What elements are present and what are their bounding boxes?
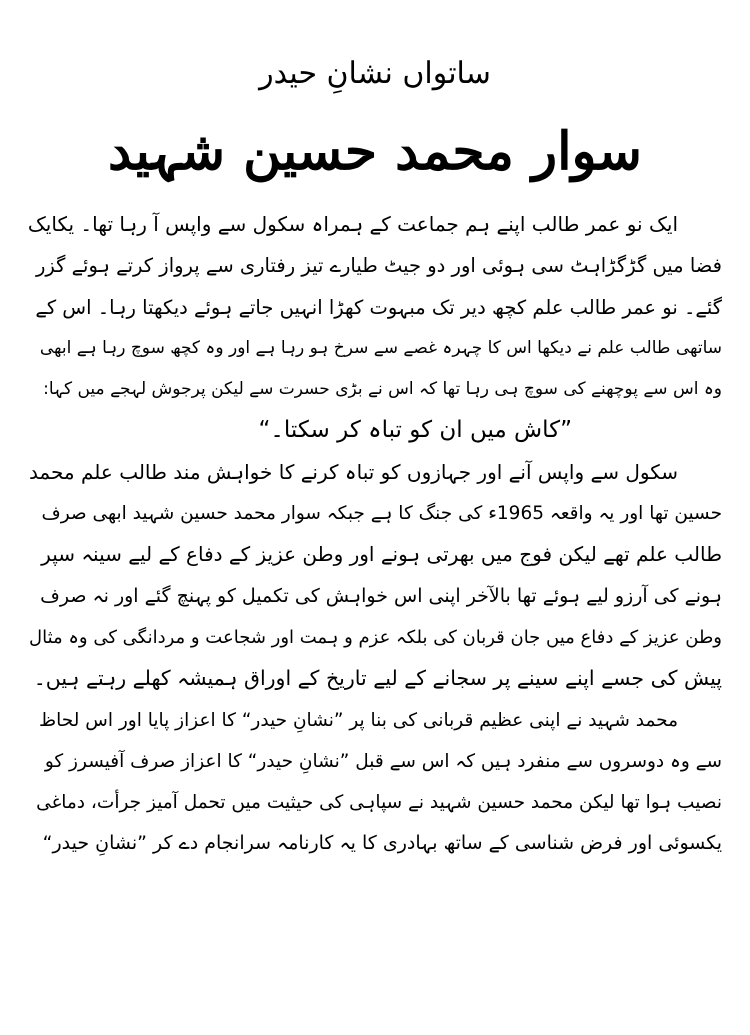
text-line: ساتھی طالب علم نے دیکھا اس کا چہرہ غصے سے سرخ ہو رہا ہے اور وہ کچھ سوچ رہا ہے ابھی bbox=[39, 337, 722, 358]
text-line: ہونے کی آرزو لیے ہوئے تھا بالآخر اپنی اس خواہش کی تکمیل کو پہنچ گئے اور نہ صرف bbox=[40, 584, 722, 607]
document-subtitle: ساتواں نشانِ حیدر bbox=[259, 56, 491, 91]
quote-line: ”کاش میں ان کو تباہ کر سکتا۔“ bbox=[258, 417, 572, 444]
text-line: نصیب ہوا تھا لیکن محمد حسین شہید نے سپاہی کی حیثیت میں تحمل آمیز جرأت، دماغی bbox=[36, 792, 722, 814]
text-line: حسین تھا اور یہ واقعہ 1965ء کی جنگ کا ہے جبکہ سوار محمد حسین شہید ابھی صرف bbox=[41, 503, 722, 525]
text-line: پیش کی جسے اپنے سینے پر سجانے کے لیے تاریخ کے اوراق ہمیشہ کھلے رہتے ہیں۔ bbox=[33, 666, 722, 691]
body-text bbox=[28, 204, 722, 865]
document-title: سوار محمد حسین شہید bbox=[108, 121, 642, 182]
text-line: ایک نو عمر طالب اپنے ہم جماعت کے ہمراہ سکول سے واپس آ رہا تھا۔ یکایک bbox=[28, 212, 678, 236]
text-line: سے وہ دوسروں سے منفرد ہیں کہ اس سے قبل ”نشانِ حیدر“ کا اعزاز صرف آفیسرز کو bbox=[44, 750, 722, 772]
text-line: وہ اس سے پوچھنے کی سوچ ہی رہا تھا کہ اس نے بڑی حسرت سے لیکن پرجوش لہجے میں کہا: bbox=[43, 379, 722, 400]
text-line: سکول سے واپس آنے اور جہازوں کو تباہ کرنے کا خواہش مند طالب علم محمد bbox=[28, 459, 678, 484]
text-line: فضا میں گڑگڑاہٹ سی ہوئی اور دو جیٹ طیارے تیز رفتاری سے پرواز کرتے ہوئے گزر bbox=[35, 254, 722, 278]
text-line: یکسوئی اور فرض شناسی کے ساتھ بہادری کا یہ کارنامہ سرانجام دے کر ”نشانِ حیدر“ bbox=[42, 832, 722, 855]
text-line: وطن عزیز کے دفاع میں جان قربان کی بلکہ عزم و ہمت اور شجاعت و مردانگی کی وہ مثال bbox=[29, 626, 722, 648]
text-line: طالب علم تھے لیکن فوج میں بھرتی ہونے اور وطن عزیز کے دفاع کے لیے سینہ سپر bbox=[41, 542, 722, 567]
text-line: گئے۔ نو عمر طالب علم کچھ دیر تک مبہوت کھڑا انہیں جاتے ہوئے دیکھتا رہا۔ اس کے bbox=[35, 295, 722, 319]
text-line: محمد شہید نے اپنی عظیم قربانی کی بنا پر ”نشانِ حیدر“ کا اعزاز پایا اور اس لحاظ bbox=[39, 709, 678, 731]
